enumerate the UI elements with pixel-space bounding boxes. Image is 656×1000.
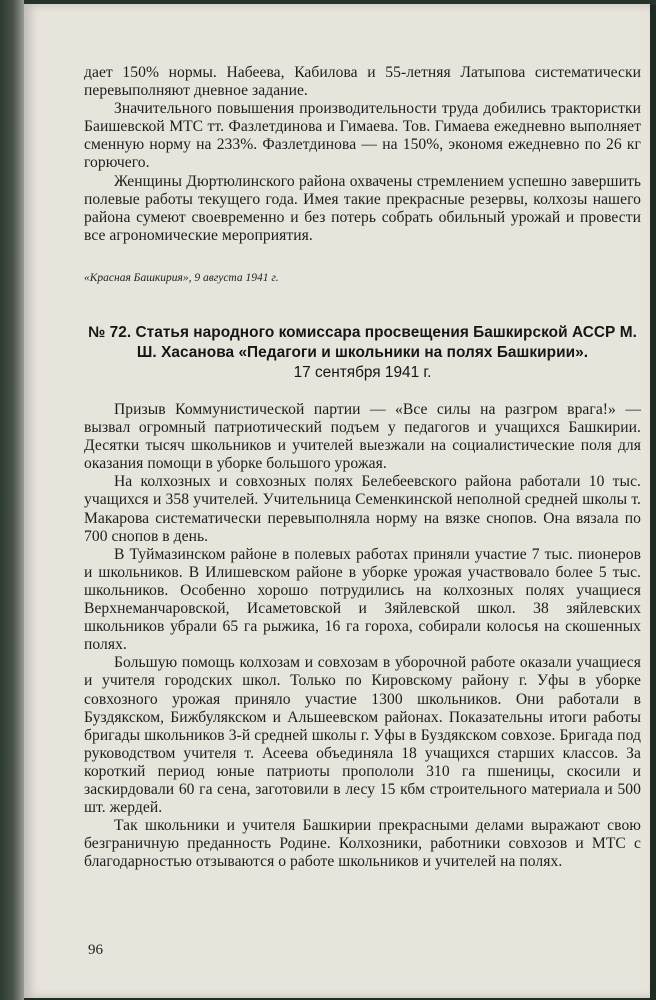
paragraph: На колхозных и совхозных полях Белебеевского района работали 10 тыс. учащихся и 358 учителей. Учительница Семенкинской неполной средней школы т. Макарова систематически перевыполняла норму на вязке снопов. Она вязала по 700 снопов в день. [84,473,641,545]
paragraph: Призыв Коммунистической партии — «Все силы на разгром врага!» — вызвал огромный патриотический подъем у педагогов и учащихся Башкирии. Десятки тысяч школьников и учителей выезжали на социалистические поля для оказания помощи в уборке большого урожая. [84,401,641,473]
document-date: 17 сентября 1941 г. [293,364,432,381]
paragraph: дает 150% нормы. Набеева, Кабилова и 55-летняя Латыпова систематически перевыполняют дневное задание. [84,64,641,100]
paragraph: Большую помощь колхозам и совхозам в уборочной работе оказали учащиеся и учителя городских школ. Только по Кировскому району г. Уфы в уборке совхозного урожая приняло участие 1300 школьников. Они работали в Буздякском, Бижбулякском и Альшеевском районах. Показательны итоги работы бригады школьников 3-й средней школы г. Уфы в Буздякском совхозе. Бригада под руководством учителя т. Асеева объединяла 18 учащихся старших классов. За короткий период юные патриоты пропололи 310 га пшеницы, скосили и заскирдовали 60 га сена, заготовили в лесу 15 кбм строительного материала и 500 шт. жердей. [84,654,641,817]
paragraph: В Туймазинском районе в полевых работах приняли участие 7 тыс. пионеров и школьников. В Илишевском районе в уборке урожая участвовало более 5 тыс. школьников. Особенно хорошо потрудились на колхозных полях учащиеся Верхнеманчаровской, Исаметовской и Зяйлевской школ. 38 зяйлевских школьников убрали 65 га рыжика, 16 га гороха, собирали колосья на скошенных полях. [84,545,641,654]
source-citation: «Красная Башкирия», 9 августа 1941 г. [84,272,279,284]
paragraph: Женщины Дюртюлинского района охвачены стремлением успешно завершить полевые работы текущего года. Имея такие прекрасные резервы, колхозы нашего района сумеют своевременно и без потерь собрать обильный урожай и провести все агрономические мероприятия. [84,172,641,244]
document-heading [84,323,641,383]
book-spine [0,0,24,1000]
top-text-block [84,64,641,245]
paragraph: Так школьники и учителя Башкирии прекрасными делами выражают свою безграничную преданность Родине. Колхозники, работники совхозов и МТС с благодарностью отзываются о работе школьников и учителей на полях. [84,817,641,871]
document-title: № 72. Статья народного комиссара просвещения Башкирской АССР М. Ш. Хасанова «Педагоги и школьники на полях Башкирии». [88,324,637,361]
paragraph: Значительного повышения производительности труда добились трактористки Баишевской МТС тт. Фазлетдинова и Гимаева. Тов. Гимаева ежедневно выполняет сменную норму на 233%. Фазлетдинова — на 150%, экономя ежедневно по 26 кг горючего. [84,100,641,172]
body-text-block [84,401,641,871]
page-number: 96 [88,942,103,958]
